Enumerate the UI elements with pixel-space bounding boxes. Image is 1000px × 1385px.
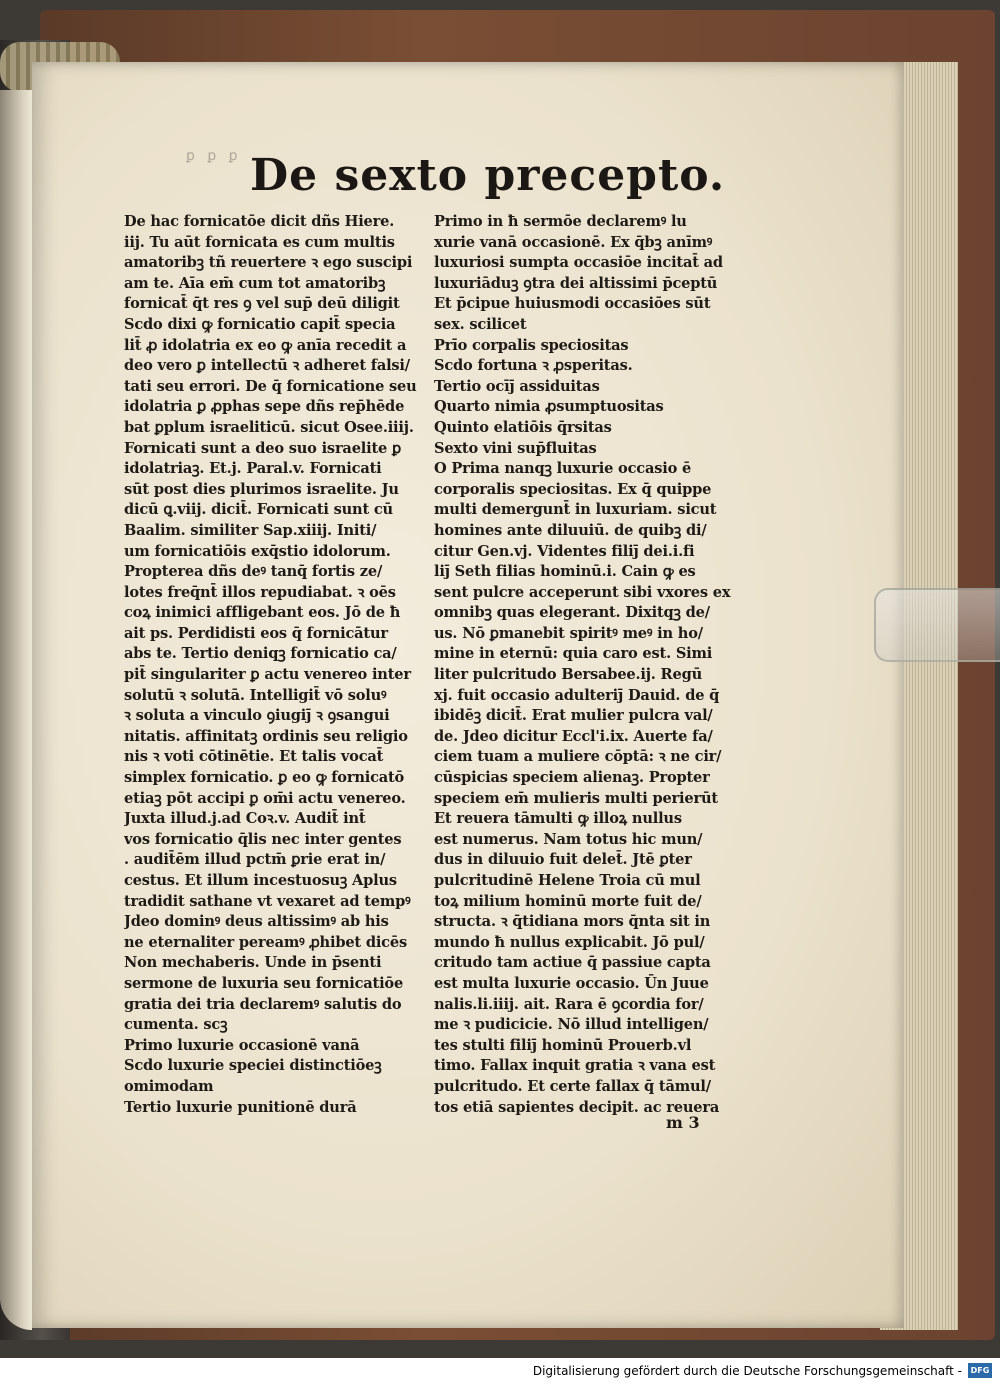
text-line: Quarto nimia ꝓsumptuositas [434, 398, 664, 416]
dfg-logo: DFG [968, 1363, 992, 1378]
text-line: Juxta illud.j.ad Coꝛ.v. Audit̄ int̄ [124, 810, 366, 828]
text-line: Tertio ocīȷ̄ assiduitas [434, 377, 600, 395]
text-line: cumenta. scꝫ [124, 1016, 228, 1034]
text-line: Scdo fortuna ꝛ ꝓsperitas. [434, 357, 633, 375]
text-line: Scdo dixi ꝙ fornicatio capit̄ specia [124, 315, 396, 333]
text-line: Non mechaberis. Unde in p̄senti [124, 954, 382, 972]
text-line: est multa luxurie occasio. Ūn Juue [434, 974, 709, 992]
left-text-column [124, 212, 424, 1118]
text-line: solutū ꝛ solutā. Intelligit̄ vō soluꝰ [124, 686, 387, 704]
text-line: ibidēꝫ dicit̄. Erat mulier pulcra val/ [434, 707, 713, 725]
text-line: critudo tam actiue q̄ passiue capta [434, 954, 711, 972]
text-line: dus in diluuio fuit delet̄. Jtē ꝑter [434, 851, 692, 869]
text-line: Fornicati sunt a deo suo israelite ꝑ [124, 439, 402, 457]
text-line: Primo luxurie occasionē vanā [124, 1036, 360, 1054]
text-line: tos etiā sapientes decipit. ac reuera [434, 1098, 720, 1116]
text-line: liȷ̄ Seth filias hominū.i. Cain ꝙ es [434, 563, 696, 581]
text-line: am te. Aīa em̄ cum tot amatoribꝫ [124, 274, 386, 292]
text-line: omimodam [124, 1077, 214, 1095]
text-line: sermone de luxuria seu fornicatiōe [124, 974, 404, 992]
text-line: lotes freq̄nt̄ illos repudiabat. ꝛ oēs [124, 583, 396, 601]
text-line: Sexto vini sup̄fluitas [434, 439, 597, 457]
text-line: ait ps. Perdidisti eos q̄ fornicātur [124, 624, 388, 642]
text-line: citur Gen.vj. Videntes filiȷ̄ dei.i.fi [434, 542, 695, 560]
text-line: structa. ꝛ q̄tidiana mors q̄nta sit in [434, 913, 711, 931]
text-line: timo. Fallax inquit gratia ꝛ vana est [434, 1057, 716, 1075]
text-line: etiaꝫ pōt accipi ꝑ om̄i actu venereo. [124, 789, 406, 807]
text-line: Tertio luxurie punitionē durā [124, 1098, 357, 1116]
left-page-edge [0, 90, 32, 1330]
text-line: De hac fornicatōe dicit dñs Hiere. [124, 213, 395, 230]
text-line: gratia dei tria declaremꝰ salutis do [124, 995, 402, 1013]
text-line: nalis.li.iiij. ait. Rara ē ꝯcordia for/ [434, 995, 704, 1013]
right-text-column [434, 212, 734, 1118]
footer-credit: Digitalisierung gefördert durch die Deutsche Forschungsgemeinschaft - [532, 1364, 962, 1378]
text-line: lit̄ ꝓ idolatria ex eo ꝙ anīa recedit a [124, 336, 407, 354]
text-line: corporalis speciositas. Ex q̄ quippe [434, 480, 712, 498]
text-line: us. Nō ꝑmanebit spiritꝰ meꝰ in ho/ [434, 624, 703, 642]
text-line: Primo in ħ sermōe declaremꝰ lu [434, 213, 687, 230]
text-line: Scdo luxurie speciei distinctiōeꝫ [124, 1057, 382, 1075]
text-line: multi demergunt̄ in luxuriam. sicut [434, 501, 717, 519]
text-line: sent pulcre acceperunt sibi vxores ex [434, 583, 731, 601]
text-line: bat ꝑplum israeliticū. sicut Osee.iiij. [124, 418, 414, 436]
text-line: tes stulti filiȷ̄ hominū Prouerb.vl [434, 1036, 692, 1054]
text-line: me ꝛ pudicicie. Nō illud intelligen/ [434, 1016, 709, 1034]
text-line: liter pulcritudo Bersabee.ij. Regū [434, 666, 702, 684]
text-line: tati seu errori. De q̄ fornicatione seu [124, 377, 417, 395]
text-line: cestus. Et illum incestuosuꝫ Aplus [124, 872, 397, 889]
text-line: sex. scilicet [434, 315, 527, 333]
text-line: luxuriosi sumpta occasiōe incitat̄ ad [434, 254, 723, 272]
text-line: xj. fuit occasio adulteriȷ̄ Dauid. de q̄ [434, 686, 720, 704]
text-line: . audit̄ēm illud pctm̄ ꝑrie erat in/ [124, 851, 386, 869]
text-line: ne eternaliter pereamꝰ ꝓhibet dicēs [124, 933, 407, 951]
text-line: Jdeo dominꝰ deus altissimꝰ ab his [124, 913, 389, 931]
text-line: deo vero ꝑ intellectū ꝛ adheret falsi/ [124, 357, 410, 375]
text-line: nitatis. affinitatꝫ ordinis seu religio [124, 727, 408, 745]
text-line: tradidit sathane vt vexaret ad tempꝰ [124, 892, 411, 910]
text-line: pulcritudo. Et certe fallax q̄ tāmul/ [434, 1077, 711, 1095]
text-line: Et p̄cipue huiusmodi occasiōes sūt [434, 295, 711, 313]
text-line: Prīo corpalis speciositas [434, 336, 629, 354]
text-line: est numerus. Nam totus hic mun/ [434, 830, 703, 848]
text-line: ꝛ soluta a vinculo ꝯiugiȷ̄ ꝛ ꝯsangui [124, 707, 390, 725]
text-line: simplex fornicatio. ꝑ eo ꝙ fornicatō [124, 769, 405, 787]
text-line: vos fornicatio q̄lis nec inter gentes [124, 830, 402, 848]
text-line: pulcritudinē Helene Troia cū mul [434, 872, 701, 889]
text-line: toꝝ milium hominū morte fuit de/ [434, 892, 702, 910]
margin-stamp: ꝑ ꝑ ꝑ [186, 148, 240, 164]
text-line: omnibꝫ quas elegerant. Dixitqꝫ de/ [434, 604, 710, 622]
text-line: homines ante diluuiū. de quibꝫ di/ [434, 521, 707, 539]
text-line: pit̄ singulariter ꝑ actu venereo inter [124, 666, 411, 684]
page-clip [874, 588, 1000, 662]
text-line: iij. Tu aūt fornicata es cum multis [124, 233, 395, 251]
text-line: cūspicias speciem alienaꝫ. Propter [434, 769, 710, 787]
text-line: idolatria ꝑ ꝓphas sepe dñs rep̄hēde [124, 398, 405, 416]
text-line: amatoribꝫ tñ reuertere ꝛ ego suscipi [124, 254, 413, 272]
text-line: idolatriaꝫ. Et.j. Paral.v. Fornicati [124, 460, 382, 478]
text-line: Propterea dñs deꝰ tanq̄ fortis ze/ [124, 563, 383, 581]
text-line: de. Jdeo dicitur Eccl'i.ix. Auerte fa/ [434, 727, 713, 745]
text-line: Et reuera tāmulti ꝙ illoꝝ nullus [434, 810, 682, 828]
text-line: coꝝ inimici affligebant eos. Jō de ħ [124, 604, 401, 622]
text-line: um fornicatiōis exq̄stio idolorum. [124, 542, 391, 560]
text-line: sūt post dies plurimos israelite. Ju [124, 480, 399, 498]
text-line: luxuriāduꝫ ꝯtra dei altissimi p̄ceptū [434, 274, 718, 292]
text-line: dicū ꝗ.viij. dicit̄. Fornicati sunt cū [124, 501, 393, 519]
text-line: ciem tuam a muliere cōptā: ꝛ ne cir/ [434, 748, 722, 766]
text-line: mine in eternū: quia caro est. Simi [434, 645, 713, 663]
page-title: De sexto precepto. [250, 150, 726, 201]
text-line: O Prima nanqꝫ luxurie occasio ē [434, 460, 692, 478]
text-line: Quinto elatiōis q̄rsitas [434, 418, 612, 436]
text-line: Baalim. similiter Sap.xiiij. Initi/ [124, 521, 377, 539]
text-line: abs te. Tertio deniqꝫ fornicatio ca/ [124, 645, 397, 663]
signature-mark: m 3 [666, 1113, 700, 1132]
text-line: speciem em̄ mulieris multi perierūt [434, 789, 718, 807]
text-line: xurie vanā occasionē. Ex q̄bꝫ anīmꝰ [434, 233, 713, 251]
text-line: fornicat̄ q̄t res ꝯ vel sup̄ deū diligit [124, 295, 400, 313]
text-line: nis ꝛ voti cōtinētie. Et talis vocat̄ [124, 748, 384, 766]
text-line: mundo ħ nullus explicabit. Jō pul/ [434, 933, 705, 951]
